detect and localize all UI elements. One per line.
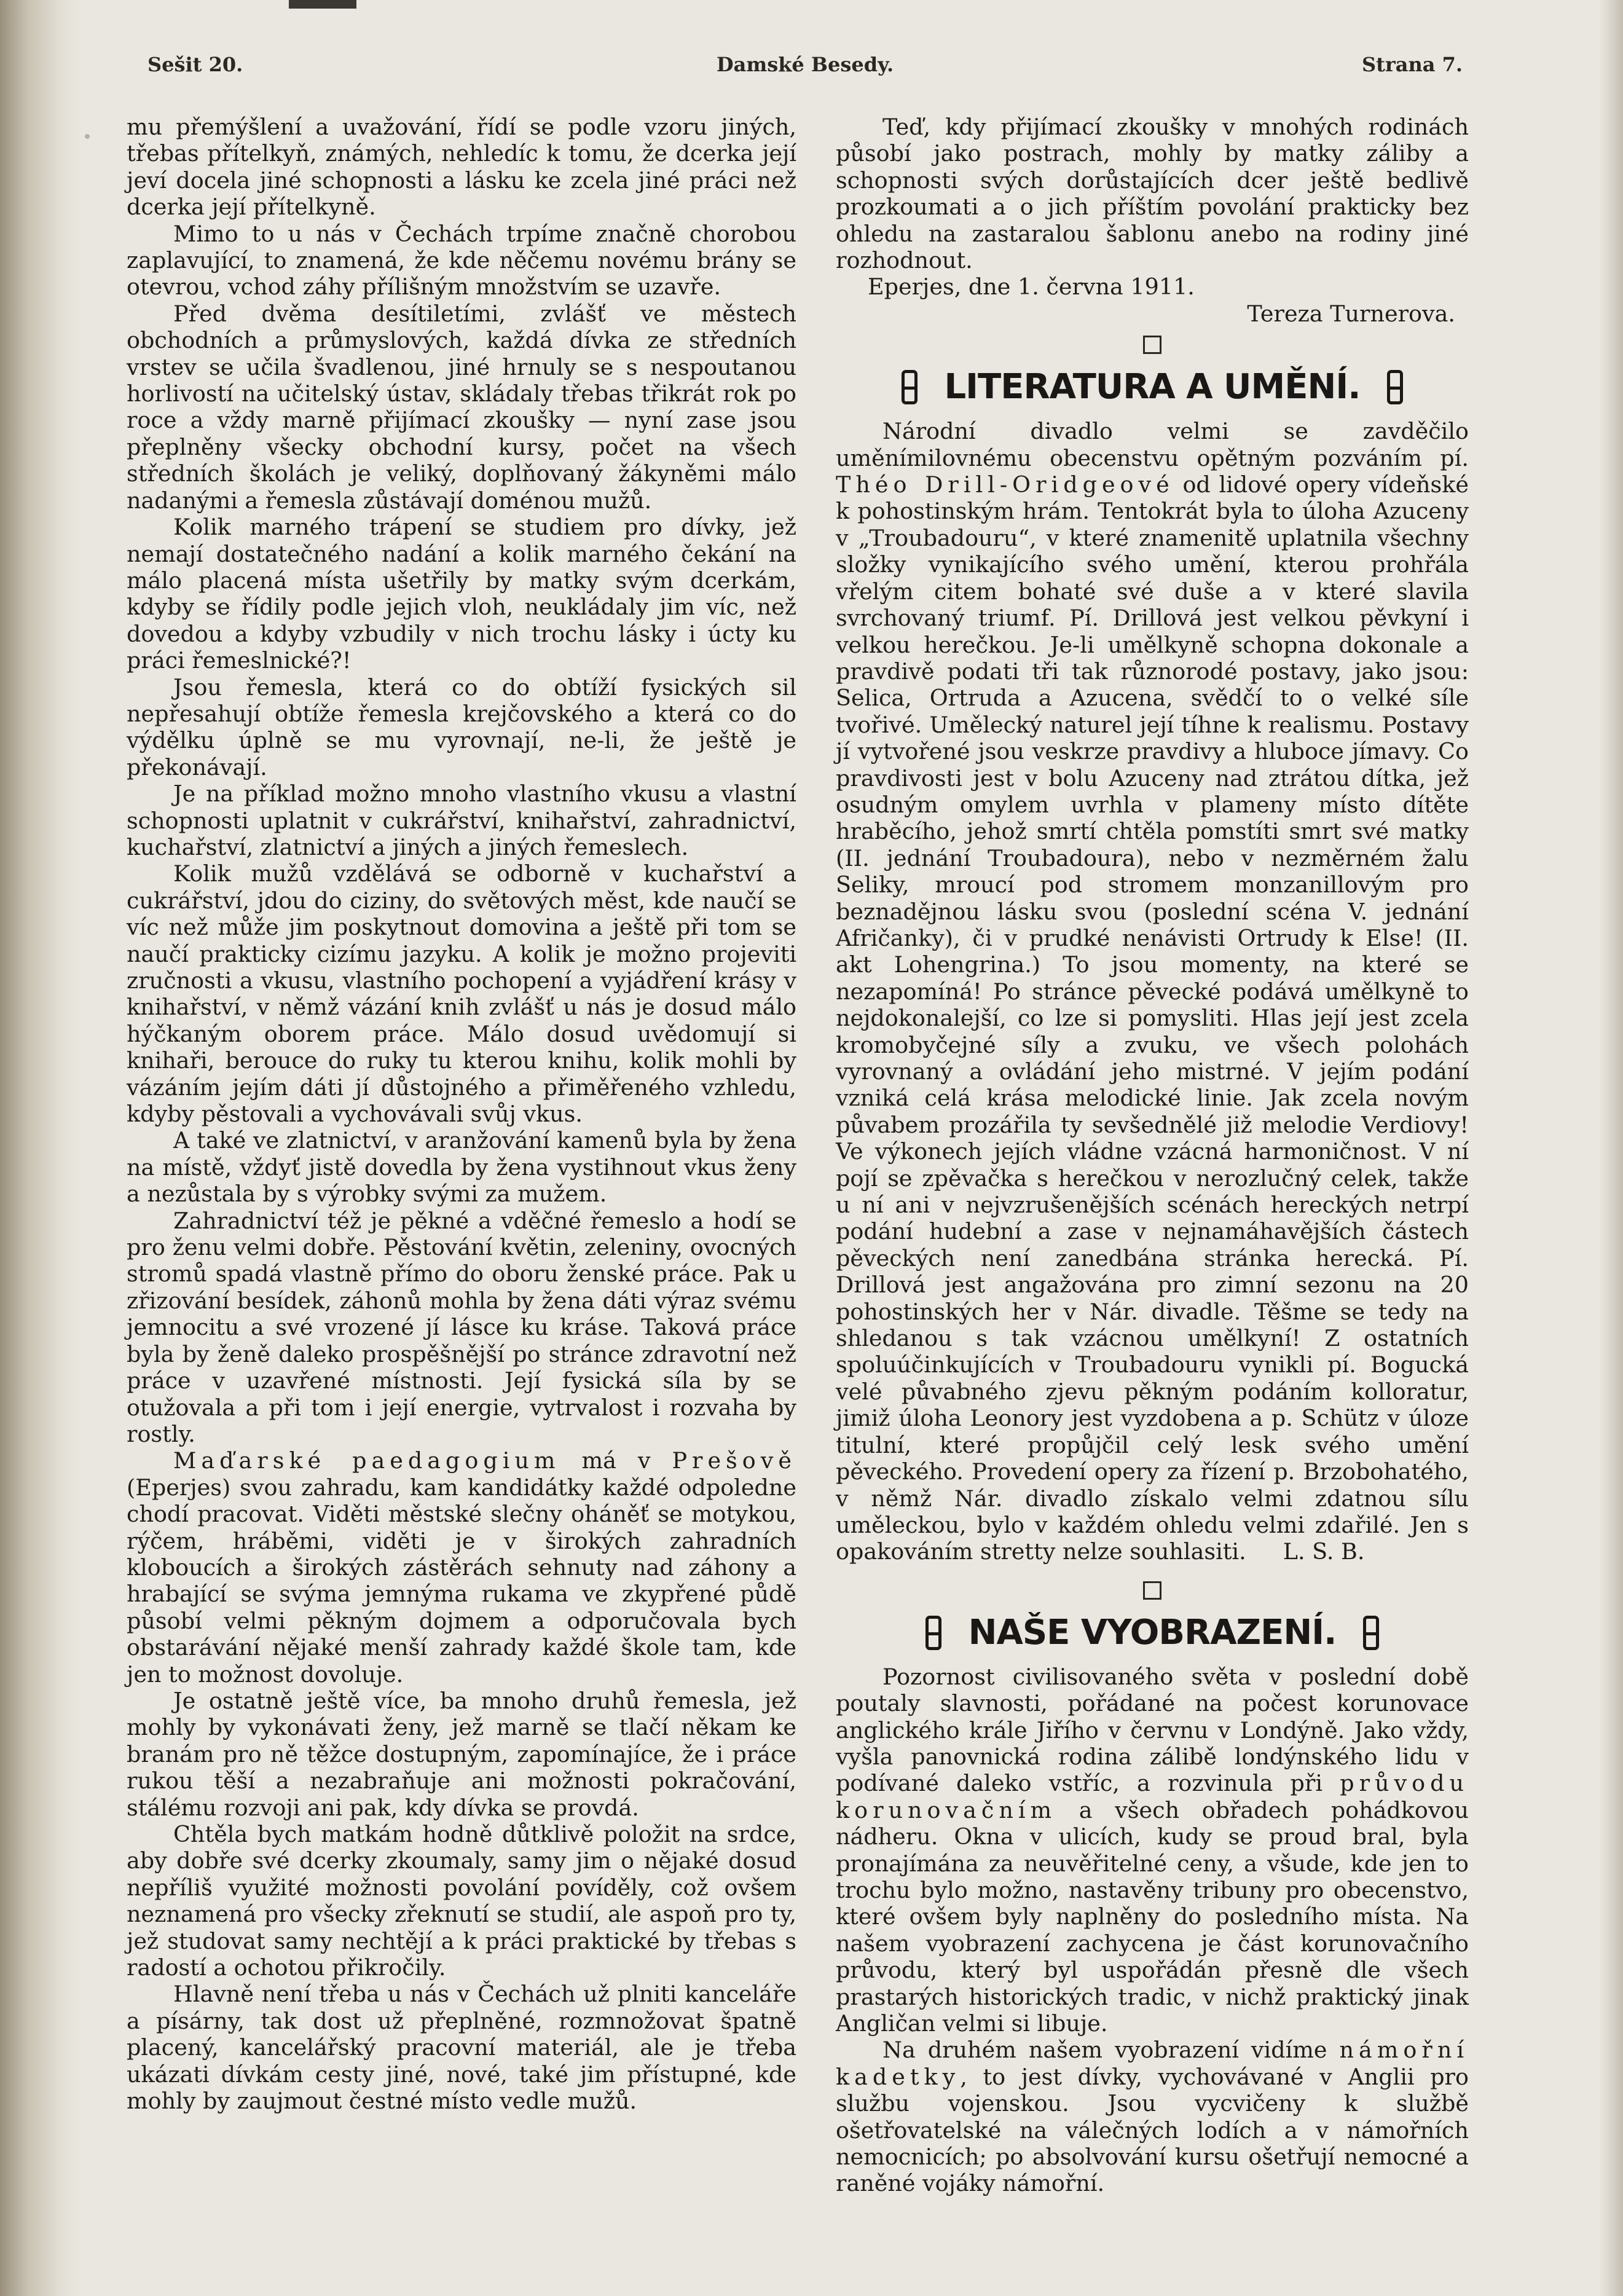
spaced-emphasis: Prešově xyxy=(672,1447,796,1474)
paragraph: Chtěla bych matkám hodně důtklivě položit na srdce, aby dobře své dcerky zkoumaly, samy jim o nějaké dosud nepříliš využité možnosti povolání povíděly, což ovšem neznamená pro všecky zřeknutí se studií, ale aspoň pro ty, jež studovat samy nechtějí a k práci praktické by třebas s radostí a ochotou přikročily. xyxy=(127,1821,796,1981)
heading-ornament-icon xyxy=(1387,370,1403,404)
binding-shadow xyxy=(0,0,80,2296)
review-paragraph xyxy=(836,418,1469,1565)
coronation-paragraph xyxy=(836,1664,1469,2037)
top-edge-mark xyxy=(289,0,356,9)
paragraph: Zahradnictví též je pěkné a vděčné řemeslo a hodí se pro ženu velmi dobře. Pěstování květin, zeleniny, ovocných stromů spadá vlastně přímo do oboru ženské práce. Pak u zřizování besídek, záhonů mohla by žena dáti výraz svému jemnocitu a své vrozené jí lásce ku kráse. Taková práce byla by ženě daleko prospěšnější po stránce zdravotní než práce v uzavřené místnosti. Její fysická síla by se otužovala a při tom i její energie, vytrvalost i rozvaha by rostly. xyxy=(127,1207,796,1447)
paragraph: Mimo to u nás v Čechách trpíme značně chorobou zaplavující, to znamená, že kde něčemu novému brány se otevrou, vchod záhy přílišným množstvím se uzavře. xyxy=(127,220,796,301)
paedagogium-paragraph xyxy=(127,1447,796,1688)
inline-text: Na druhém našem vyobrazení vidíme xyxy=(882,2037,1340,2064)
paragraph: Kolik marného trápení se studiem pro dívky, jež nemají dostatečného nadání a kolik marného čekání na málo placená místa ušetřily by matky svým dcerkám, kdyby se řídily podle jejich vloh, neukládaly jim víc, než dovedou a kdyby vzbudily v nich trochu lásky i úcty ku práci řemeslnické?! xyxy=(127,514,796,674)
author-signature: Tereza Turnerova. xyxy=(1247,300,1455,327)
inline-text: , to jest dívky, vychovávané v Anglii pro službu vojenskou. Jsou vycvičeny k službě ošetřovatelské na válečných lodích a v námořních nemocnicích; po absolvování kursu ošetřují nemocné a raněné vojáky námořní. xyxy=(836,2063,1469,2197)
inline-text: Pozornost civilisovaného světa v poslední době poutaly slavnosti, pořádané na počest korunovace anglického krále Jiřího v červnu v Londýně. Jako vždy, vyšla panovnická rodina zálibě londýnského lidu v podívané daleko vstříc, a rozvinula při xyxy=(836,1663,1469,1797)
inline-text: má v xyxy=(560,1447,672,1474)
paragraph: Je ostatně ještě více, ba mnoho druhů řemesla, jež mohly by vykonávati ženy, jež marně se tlačí někam ke branám pro ně těžce dostupným, zapomínajíce, že i práce rukou těší a nezabraňuje ani možnosti pokračování, stálému rozvoji ani pak, kdy dívka se provdá. xyxy=(127,1687,796,1821)
inline-text: od lidové opery vídeňské k pohostinským hrám. Tentokrát byla to úloha Azuceny v „Troubadouru“, v které znamenitě uplatnila všechny složky vynikajícího svého umění, kterou prohřála vřelým citem bohaté své duše a v které slavila svrchovaný triumf. Pí. Drillová jest velkou pěvkyní i velkou herečkou. Je-li umělkyně schopna dokonale a pravdivě podati tři tak různorodé postavy, jako jsou: Selica, Ortruda a Azucena, svědčí to o velké síle tvořivé. Umělecký naturel její tíhne k realismu. Postavy jí vytvořené jsou veskrze pravdivy a hluboce jímavy. Co pravdivosti jest v bolu Azuceny nad ztrátou dítka, jež osudným omylem uvrhla v plameny místo dítěte hraběcího, jehož smrtí chtěla pomstíti smrt své matky (II. jednání Troubadoura), nebo v nezměrném žalu Seliky, mroucí pod stromem monzanillovým pro beznadějnou lásku svou (poslední scéna V. jednání Afričanky), či v prudké nenávisti Ortrudy k Else! (II. akt Lohengrina.) To jsou momenty, na které se nezapomíná! Po stránce pěvecké podává umělkyně to nejdokonalejší, co lze si pomysliti. Hlas její jest zcela kromobyčejné síly a zvuku, ve všech polohách vyrovnaný a ovládání jeho mistrné. V jejím podání vzniká celá krása melodické linie. Jak zcela novým půvabem prozářila ty sevšednělé již melodie Verdiovy! Ve výkonech jejích vládne vzácná harmoničnost. V ní pojí se zpěvačka s herečkou v nerozlučný celek, takže u ní ani v nejvzrušenějších scénách hereckých netrpí podání hudební a zase v nejnamáhavějších částech pěveckých není zanedbána stránka herecká. Pí. Drillová jest angažována pro zimní sezonu na 20 pohostinských her v Nár. divadle. Těšme se tedy na shledanou s tak vzácnou umělkyní! Z ostatních spoluúčinkujících v Troubadouru vynikli pí. Bogucká velé půvabného zjevu pěkným podáním kolloratur, jimiž úloha Leonory jest vyzdobena a p. Schütz v úloze titulní, které propůjčil celý lesk svého umění pěveckého. Provedení opery za řízení p. Brzobohatého, v němž Nár. divadlo získalo velmi zdatnou sílu uměleckou, bylo v každém ohledu velmi zdařilé. Jen s opakováním stretty nelze souhlasiti. xyxy=(836,471,1469,1565)
paragraph: Jsou řemesla, která co do obtíží fysických sil nepřesahují obtíže řemesla krejčovského a která co do výdělku úplně se mu vyrovnají, ne-li, že ještě je překonávají. xyxy=(127,674,796,780)
spaced-emphasis: průvodu korunovačním xyxy=(836,1770,1469,1823)
right-column xyxy=(836,114,1469,2197)
inline-text: a všech obřadech pohádkovou nádheru. Okna v ulicích, kudy se proud bral, byla pronajímána za neuvěřitelné ceny, a všude, kde jen to trochu bylo možno, nastavěny tribuny pro obecenstvo, které ovšem byly naplněny do posledního místa. Na našem vyobrazení zachycena je část korunovačního průvodu, který byl uspořádán přesně dle všech prastarých historických tradic, v nichž praktický jinak Angličan velmi si libuje. xyxy=(836,1796,1469,2037)
running-header xyxy=(147,53,1463,96)
section-heading-literatura xyxy=(836,365,1469,409)
section-title: LITERATURA A UMĚNÍ. xyxy=(944,367,1361,407)
cadets-paragraph xyxy=(836,2037,1469,2196)
paragraph: Kolik mužů vzdělává se odborně v kuchařství a cukrářství, jdou do ciziny, do světových měst, kde naučí se víc než může jim poskytnout domovina a ještě při tom se naučí prakticky cizímu jazyku. A kolik je možno projeviti zručnosti a vkusu, vlastního pochopení a vyjádření krásy v knihařství, v němž vázání knih zvlášť u nás je dosud málo hýčkaným oborem práce. Málo dosud uvědomují si knihaři, berouce do ruky tu kterou knihu, kolik mohli by vázáním jejím dáti jí důstojného a přiměřeného vzhledu, kdyby pěstovali a vychovávali svůj vkus. xyxy=(127,860,796,1128)
paragraph: mu přemýšlení a uvažování, řídí se podle vzoru jiných, třebas přítelkyň, známých, nehledíc k tomu, že dcerka její jeví docela jiné schopnosti a lásku ke zcela jiné práci než dcerka její přítelkyně. xyxy=(127,114,796,221)
dateline: Eperjes, dne 1. června 1911. xyxy=(868,273,1195,301)
review-signature: L. S. B. xyxy=(1283,1538,1365,1565)
spaced-emphasis: námořní kadetky xyxy=(836,2037,1469,2090)
section-title: NAŠE VYOBRAZENÍ. xyxy=(968,1612,1337,1653)
paragraph: A také ve zlatnictví, v aranžování kamenů byla by žena na místě, vždyť jistě dovedla by žena vystihnout vkus ženy a nezůstala by s výrobky svými za mužem. xyxy=(127,1127,796,1208)
heading-ornament-icon xyxy=(925,1616,941,1650)
intro-paragraph: Teď, kdy přijímací zkoušky v mnohých rodinách působí jako postrach, mohly by matky záliby a schopnosti svých dorůstajících dcer ještě bedlivě prozkoumati a o jich příštím povolání prakticky bez ohledu na zastaralou šablonu anebo na rodiny jiné rozhodnout. xyxy=(836,114,1469,274)
margin-dot xyxy=(85,134,90,139)
inline-text: Národní divadlo velmi se zavděčilo uměnímilovnému obecenstvu opětným pozváním pí. xyxy=(836,418,1469,471)
paragraph: Je na příklad možno mnoho vlastního vkusu a vlastní schopnosti uplatnit v cukrářství, knihařství, zahradnictví, kuchařství, zlatnictví a jiných a jiných řemeslech. xyxy=(127,780,796,860)
heading-ornament-icon xyxy=(902,370,918,404)
section-separator xyxy=(1143,1581,1161,1600)
paragraph: Hlavně není třeba u nás v Čechách už plniti kanceláře a písárny, tak dost už přeplněné, rozmnožovat špatně placený, kancelářský pracovní materiál, ale je třeba ukázati dívkám cesty jiné, nové, také jim přístupné, kde mohly by zaujmout čestné místo vedle mužů. xyxy=(127,1981,796,2115)
page-number: Strana 7. xyxy=(1361,53,1463,76)
page-edge xyxy=(1598,0,1623,2296)
spaced-emphasis: Théo Drill-Oridgeové xyxy=(836,471,1174,498)
spaced-emphasis: Maďarské paedagogium xyxy=(173,1447,560,1474)
inline-text: (Eperjes) svou zahradu, kam kandidátky každé odpoledne chodí pracovat. Viděti městské slečny oháněť se motykou, rýčem, hráběmi, viděti je v širokých zahradních kloboucích a širokých zástěrách sehnuty nad záhony a hrabající se svýma jemnýma rukama ve zkypřené půdě působí velmi pěkným dojmem a odporučovala bych obstarávání nějaké menší zahrady každé škole tam, kde jen to možnost dovoluje. xyxy=(127,1474,796,1688)
section-separator xyxy=(1143,336,1161,354)
heading-ornament-icon xyxy=(1363,1616,1379,1650)
paragraph: Před dvěma desítiletími, zvlášť ve městech obchodních a průmyslových, každá dívka ze středních vrstev se učila švadlenou, jiné hrnuly se s nespoutanou horlivostí na učitelský ústav, skládaly třebas třikrát rok po roce a vždy marně přijímací zkoušky — nyní zase jsou přeplněny všecky obchodní kursy, počet na všech středních školách je veliký, doplňovaný žákyněmi málo nadanými a řemesla zůstávají doménou mužů. xyxy=(127,300,796,514)
section-heading-vyobrazeni xyxy=(836,1611,1469,1655)
publication-title: Damské Besedy. xyxy=(716,53,894,76)
issue-number: Sešit 20. xyxy=(147,53,243,76)
left-column xyxy=(127,114,796,2114)
